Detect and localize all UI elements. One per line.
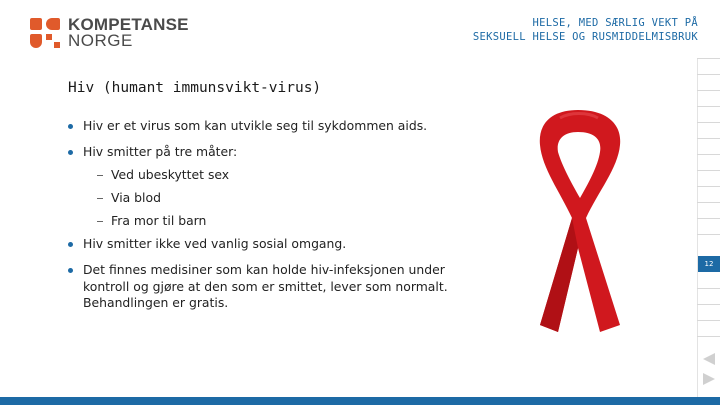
bullet-icon (68, 124, 73, 129)
sub-bullet-text: Via blod (111, 190, 161, 205)
logo (30, 17, 189, 49)
sub-bullet-text: Ved ubeskyttet sex (111, 167, 230, 182)
kompetanse-norge-logo-icon (30, 18, 60, 48)
red-ribbon-icon (520, 100, 640, 350)
page-number: 12 (698, 256, 720, 272)
bullet-text: Hiv er et virus som kan utvikle seg til sykdommen aids. (83, 118, 428, 133)
logo-line1: KOMPETANSE (68, 15, 189, 34)
bullet-item (68, 262, 488, 312)
bullet-text: Hiv smitter på tre måter: (83, 144, 238, 159)
bullet-text: Hiv smitter ikke ved vanlig sosial omgang. (83, 236, 347, 251)
next-slide-icon[interactable] (702, 372, 716, 386)
dash-icon (97, 198, 103, 199)
bullet-list (68, 118, 488, 322)
bullet-item (68, 144, 488, 160)
course-header-line2: SEKSUELL HELSE OG RUSMIDDELMISBRUK (472, 31, 698, 43)
logo-line2: NORGE (68, 31, 133, 50)
sub-bullet-item (68, 214, 488, 228)
dash-icon (97, 221, 103, 222)
sub-bullet-item (68, 168, 488, 182)
bullet-icon (68, 242, 73, 247)
bullet-icon (68, 268, 73, 273)
bullet-text: Det finnes medisiner som kan holde hiv-infeksjonen under kontroll og gjøre at den som er smittet, lever som normalt. Behandlingen er gratis. (83, 262, 448, 310)
sub-bullet-text: Fra mor til barn (111, 213, 207, 228)
bullet-item (68, 118, 488, 134)
course-header-line1: HELSE, MED SÆRLIG VEKT PÅ (532, 17, 698, 29)
prev-slide-icon[interactable] (702, 352, 716, 366)
course-header (473, 16, 698, 44)
dash-icon (97, 175, 103, 176)
slide-title: Hiv (humant immunsvikt-virus) (68, 80, 322, 96)
footer-bar (0, 397, 720, 405)
bullet-icon (68, 150, 73, 155)
bullet-item (68, 236, 488, 252)
sub-bullet-item (68, 191, 488, 205)
slide-navigation-rail (697, 58, 720, 398)
